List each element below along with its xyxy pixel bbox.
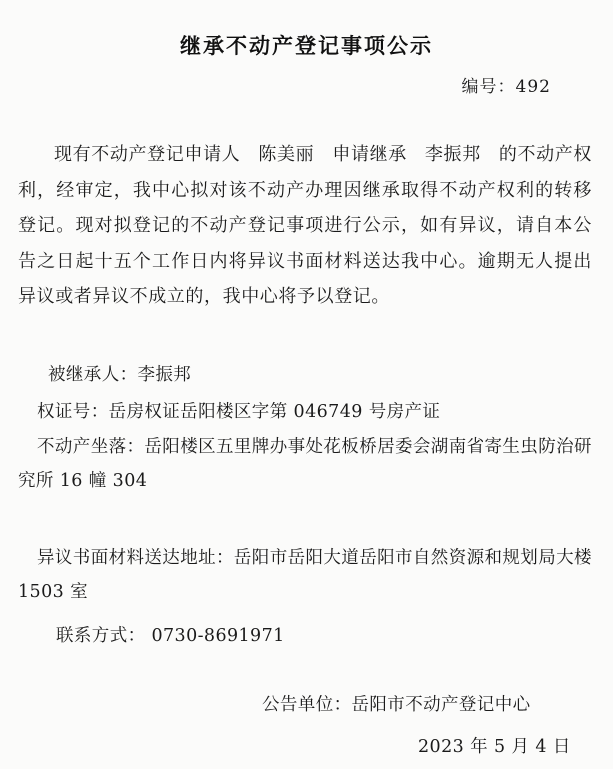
date-line: 2023 年 5 月 4 日	[418, 737, 571, 757]
document-number-label: 编号：	[461, 77, 516, 97]
document-number-value: 492	[515, 77, 551, 97]
issuer-line: 公告单位：岳阳市不动产登记中心	[262, 695, 531, 715]
body-intro-text: 现有不动产登记申请人	[54, 144, 241, 165]
document-number	[462, 72, 551, 97]
decedent-line: 被继承人：李振邦	[48, 365, 192, 385]
body-mid-text: 申请继承	[332, 144, 407, 165]
property-location-line: 不动产坐落：岳阳楼区五里牌办事处花板桥居委会湖南省寄生虫防治研究所 16 幢 304	[18, 437, 592, 491]
objection-address-line: 异议书面材料送达地址：岳阳市岳阳大道岳阳市自然资源和规划局大楼 1503 室	[18, 548, 592, 602]
contact-line: 联系方式： 0730-8691971	[56, 626, 285, 646]
applicant-name: 陈美丽	[258, 144, 315, 165]
decedent-name: 李振邦	[424, 144, 481, 165]
body-rest-text: 的不动产权利，经审定，我中心拟对该不动产办理因继承取得不动产权利的转移登记。现对拟登记的不动产登记事项进行公示，如有异议，请自本公告之日起十五个工作日内将异议书面材料送达我中心。逾期无人提出异议或者异议不成立的，我中心将予以登记。	[18, 144, 593, 307]
notice-body-paragraph	[18, 137, 592, 315]
document-title: 继承不动产登记事项公示	[180, 34, 433, 58]
certificate-line: 权证号：岳房权证岳阳楼区字第 046749 号房产证	[37, 402, 441, 422]
